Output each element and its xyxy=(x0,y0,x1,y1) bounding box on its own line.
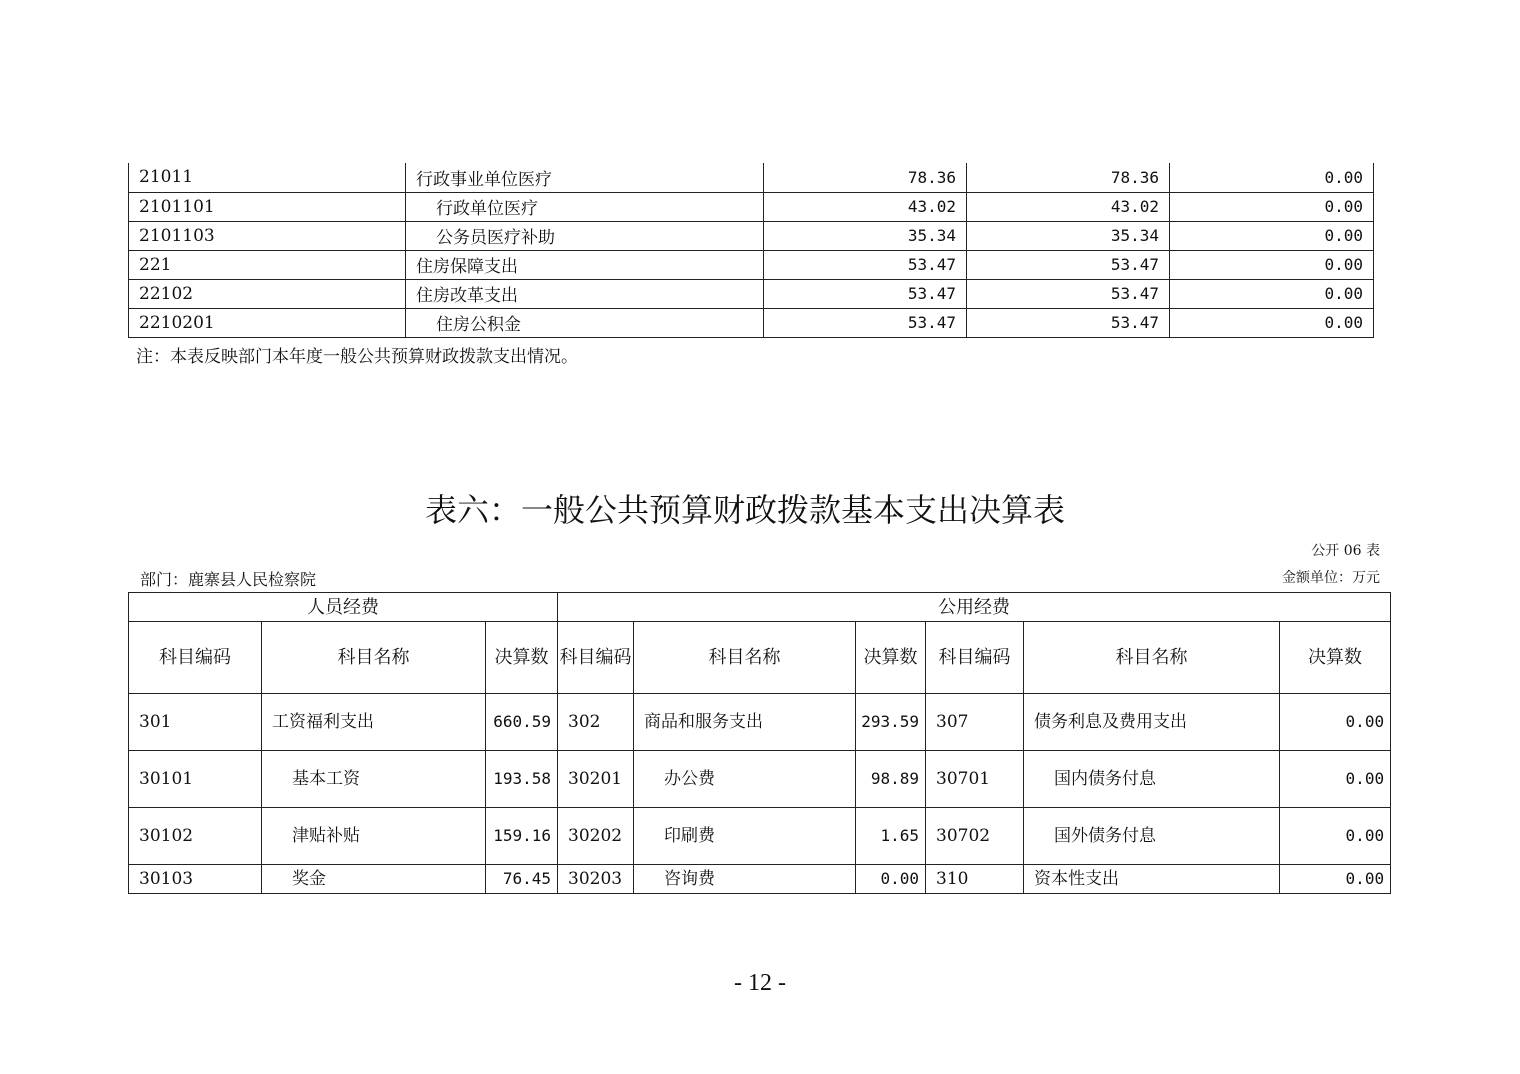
top-table xyxy=(128,163,1374,338)
row-name: 行政事业单位医疗 xyxy=(406,163,764,192)
row-value-3: 0.00 xyxy=(1170,221,1374,250)
amount-cell: 293.59 xyxy=(856,694,926,751)
amount-cell: 0.00 xyxy=(856,865,926,894)
column-header-row xyxy=(129,622,1391,694)
page-number: - 12 - xyxy=(734,970,786,996)
amount-cell: 0.00 xyxy=(1280,694,1391,751)
header-amount-c: 决算数 xyxy=(1280,622,1391,694)
unit-label: 金额单位：万元 xyxy=(1282,570,1380,586)
table-row xyxy=(129,751,1391,808)
code-cell: 30702 xyxy=(926,808,1024,865)
name-cell: 津贴补贴 xyxy=(262,808,486,865)
code-cell: 30101 xyxy=(129,751,262,808)
form-number: 公开 06 表 xyxy=(1311,543,1380,559)
row-name: 行政单位医疗 xyxy=(406,192,764,221)
name-cell: 商品和服务支出 xyxy=(634,694,856,751)
row-value-1: 53.47 xyxy=(764,279,967,308)
row-value-1: 53.47 xyxy=(764,250,967,279)
amount-cell: 660.59 xyxy=(486,694,558,751)
row-value-1: 35.34 xyxy=(764,221,967,250)
amount-cell: 0.00 xyxy=(1280,808,1391,865)
code-cell: 30102 xyxy=(129,808,262,865)
header-code-c: 科目编码 xyxy=(926,622,1024,694)
amount-cell: 1.65 xyxy=(856,808,926,865)
row-value-1: 78.36 xyxy=(764,163,967,192)
row-code: 2210201 xyxy=(129,308,406,337)
table-row xyxy=(129,163,1374,192)
table-row xyxy=(129,250,1374,279)
group-header-row xyxy=(129,593,1391,622)
table-title: 表六：一般公共预算财政拨款基本支出决算表 xyxy=(424,491,1065,529)
row-value-2: 78.36 xyxy=(967,163,1170,192)
row-value-3: 0.00 xyxy=(1170,192,1374,221)
row-code: 21011 xyxy=(129,163,406,192)
name-cell: 国外债务付息 xyxy=(1024,808,1280,865)
name-cell: 咨询费 xyxy=(634,865,856,894)
row-code: 221 xyxy=(129,250,406,279)
row-value-2: 53.47 xyxy=(967,279,1170,308)
table-row xyxy=(129,694,1391,751)
header-amount-b: 决算数 xyxy=(856,622,926,694)
row-name: 住房改革支出 xyxy=(406,279,764,308)
header-amount: 决算数 xyxy=(486,622,558,694)
row-value-2: 53.47 xyxy=(967,308,1170,337)
row-value-2: 43.02 xyxy=(967,192,1170,221)
header-name-b: 科目名称 xyxy=(634,622,856,694)
code-cell: 310 xyxy=(926,865,1024,894)
amount-cell: 0.00 xyxy=(1280,751,1391,808)
amount-cell: 76.45 xyxy=(486,865,558,894)
name-cell: 印刷费 xyxy=(634,808,856,865)
header-code: 科目编码 xyxy=(129,622,262,694)
amount-cell: 193.58 xyxy=(486,751,558,808)
code-cell: 30202 xyxy=(558,808,634,865)
name-cell: 工资福利支出 xyxy=(262,694,486,751)
code-cell: 30201 xyxy=(558,751,634,808)
row-value-3: 0.00 xyxy=(1170,308,1374,337)
row-value-3: 0.00 xyxy=(1170,279,1374,308)
row-name: 住房公积金 xyxy=(406,308,764,337)
row-name: 住房保障支出 xyxy=(406,250,764,279)
row-value-3: 0.00 xyxy=(1170,250,1374,279)
row-code: 22102 xyxy=(129,279,406,308)
row-code: 2101101 xyxy=(129,192,406,221)
header-name: 科目名称 xyxy=(262,622,486,694)
table-row xyxy=(129,221,1374,250)
row-code: 2101103 xyxy=(129,221,406,250)
table-row xyxy=(129,192,1374,221)
amount-cell: 98.89 xyxy=(856,751,926,808)
code-cell: 30103 xyxy=(129,865,262,894)
table-row xyxy=(129,279,1374,308)
header-code-b: 科目编码 xyxy=(558,622,634,694)
name-cell: 资本性支出 xyxy=(1024,865,1280,894)
group-personnel: 人员经费 xyxy=(129,593,558,622)
code-cell: 30203 xyxy=(558,865,634,894)
row-name: 公务员医疗补助 xyxy=(406,221,764,250)
department-label: 部门：鹿寨县人民检察院 xyxy=(140,570,317,589)
code-cell: 307 xyxy=(926,694,1024,751)
row-value-2: 35.34 xyxy=(967,221,1170,250)
code-cell: 30701 xyxy=(926,751,1024,808)
amount-cell: 0.00 xyxy=(1280,865,1391,894)
table-note: 注：本表反映部门本年度一般公共预算财政拨款支出情况。 xyxy=(136,347,578,367)
table-row xyxy=(129,808,1391,865)
name-cell: 国内债务付息 xyxy=(1024,751,1280,808)
row-value-1: 43.02 xyxy=(764,192,967,221)
name-cell: 基本工资 xyxy=(262,751,486,808)
row-value-3: 0.00 xyxy=(1170,163,1374,192)
name-cell: 奖金 xyxy=(262,865,486,894)
code-cell: 302 xyxy=(558,694,634,751)
code-cell: 301 xyxy=(129,694,262,751)
row-value-2: 53.47 xyxy=(967,250,1170,279)
main-table xyxy=(128,592,1391,894)
table-row xyxy=(129,308,1374,337)
name-cell: 债务利息及费用支出 xyxy=(1024,694,1280,751)
group-public: 公用经费 xyxy=(558,593,1391,622)
row-value-1: 53.47 xyxy=(764,308,967,337)
header-name-c: 科目名称 xyxy=(1024,622,1280,694)
amount-cell: 159.16 xyxy=(486,808,558,865)
table-row xyxy=(129,865,1391,894)
name-cell: 办公费 xyxy=(634,751,856,808)
